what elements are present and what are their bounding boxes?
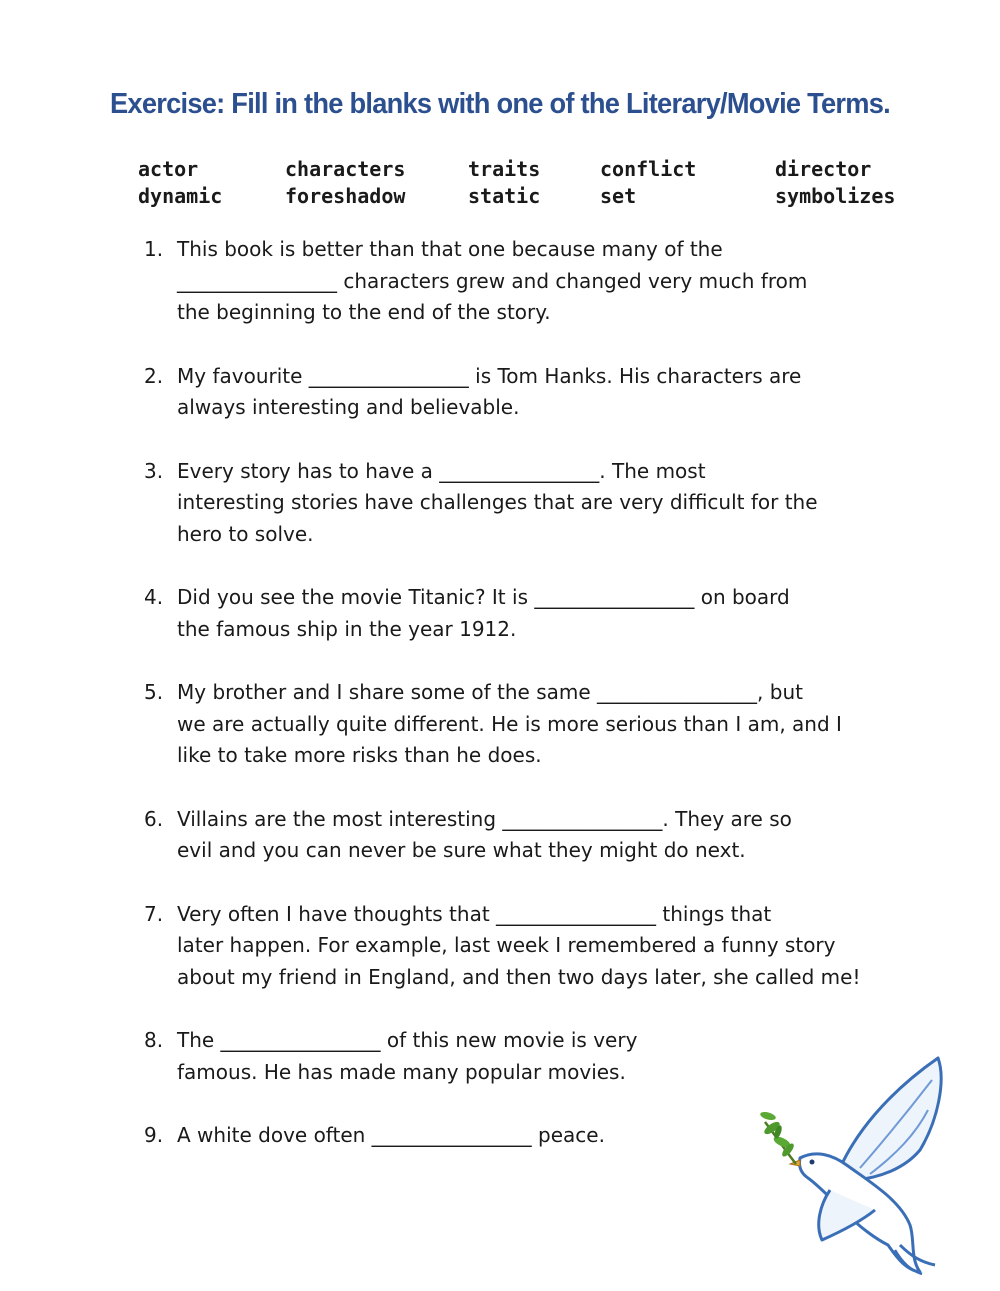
question-3 [144,456,914,551]
word-bank-term: director [775,157,872,181]
word-bank [138,156,918,210]
word-bank-term: static [468,184,541,208]
question-text-line: Did you see the movie Titanic? It is ________________ on board [177,585,790,609]
question-text-line: evil and you can never be sure what they might do next. [177,838,746,862]
word-bank-term: conflict [600,157,697,181]
question-text-line: later happen. For example, last week I remembered a funny story [177,933,836,957]
question-text-line: always interesting and believable. [177,395,520,419]
question-text-line: famous. He has made many popular movies. [177,1059,626,1084]
question-text-line: interesting stories have challenges that are very difficult for the [177,490,818,514]
question-text-line: the famous ship in the year 1912. [177,616,517,641]
question-number: 4. [144,585,164,609]
question-number: 5. [144,680,164,704]
question-number: 7. [144,901,164,926]
question-number: 2. [144,363,164,388]
question-number: 6. [144,806,164,831]
question-text-line: we are actually quite different. He is more serious than I am, and I [177,711,842,736]
word-bank-term: characters [285,157,406,181]
question-number: 1. [144,237,164,261]
question-text-line: The ________________ of this new movie is very [177,1028,638,1052]
question-text-line: Every story has to have a ________________. The most [177,458,706,483]
word-bank-row-2 [138,183,918,210]
word-bank-row-1 [138,156,918,183]
question-text-line: My brother and I share some of the same ________________, but [177,680,803,704]
word-bank-term: dynamic [138,184,223,208]
question-text-line: My favourite ________________ is Tom Hanks. His characters are [177,363,802,388]
question-text-line: Villains are the most interesting ________________. They are so [177,806,792,831]
question-text-line: about my friend in England, and then two days later, she called me! [177,964,861,989]
question-number: 8. [144,1028,164,1052]
question-text-line: A white dove often ________________ peace. [177,1123,605,1147]
question-text-line: ________________ characters grew and changed very much from [177,268,808,293]
dove-with-olive-branch-icon [760,1050,950,1275]
question-6 [144,804,914,867]
question-text-line: This book is better than that one because many of the [177,237,723,261]
question-1 [144,234,914,329]
question-4 [144,582,914,645]
question-text-line: the beginning to the end of the story. [177,300,551,324]
question-2 [144,361,914,424]
question-number: 3. [144,458,164,483]
page-title: Exercise: Fill in the blanks with one of the Literary/Movie Terms. [110,88,890,120]
word-bank-term: traits [468,157,541,181]
word-bank-term: foreshadow [285,184,406,208]
word-bank-term: actor [138,157,199,181]
question-text-line: Very often I have thoughts that ________________ things that [177,901,772,926]
question-text-line: hero to solve. [177,521,314,546]
word-bank-term: symbolizes [775,184,896,208]
question-list [144,234,914,1184]
question-5 [144,677,914,772]
question-7 [144,899,914,994]
question-number: 9. [144,1123,164,1147]
question-text-line: like to take more risks than he does. [177,743,542,767]
word-bank-term: set [600,184,637,208]
